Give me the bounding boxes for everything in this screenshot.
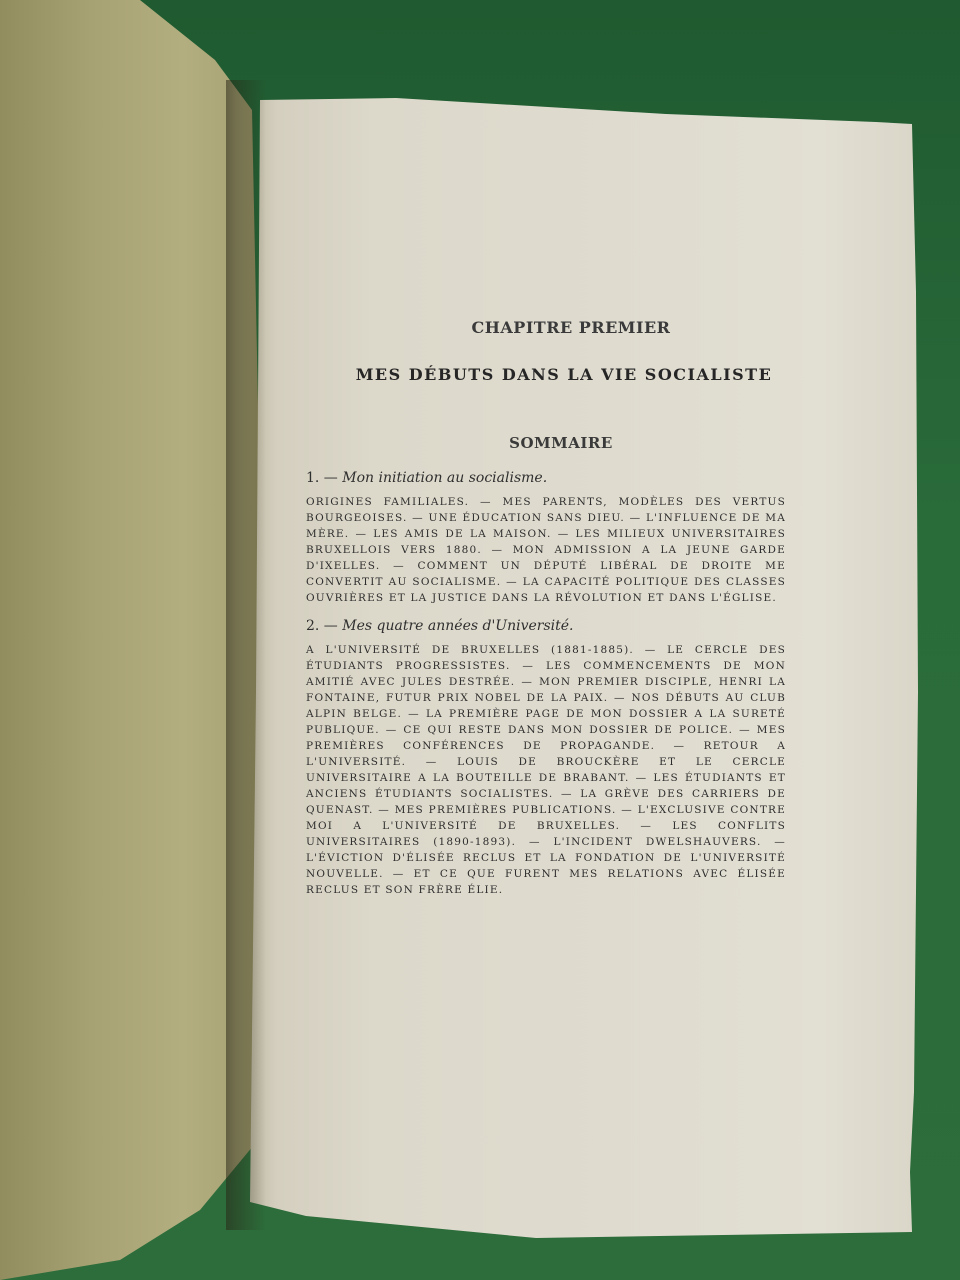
section-number: 2. — bbox=[306, 618, 338, 634]
summary-section-2 bbox=[306, 618, 786, 898]
section-title: Mes quatre années d'Université. bbox=[342, 618, 574, 634]
section-heading bbox=[306, 470, 786, 486]
section-number: 1. — bbox=[306, 470, 338, 486]
left-page bbox=[0, 0, 262, 1280]
chapter-label: CHAPITRE PREMIER bbox=[471, 318, 671, 337]
section-title: Mon initiation au socialisme. bbox=[342, 470, 548, 486]
section-body: ORIGINES FAMILIALES. — MES PARENTS, MODÈLES DES VERTUS BOURGEOISES. — UNE ÉDUCATION SANS DIEU. — L'INFLUENCE DE MA MÈRE. — LES AMIS DE LA MAISON. — LES MILIEUX UNIVERSITAIRES BRUXELLOIS VERS 1880. — MON ADMISSION A LA JEUNE GARDE D'IXELLES. — COMMENT UN DÉPUTÉ LIBÉRAL DE DROITE ME CONVERTIT AU SOCIALISME. — LA CAPACITÉ POLITIQUE DES CLASSES OUVRIÈRES ET LA JUSTICE DANS LA RÉVOLUTION ET DANS L'ÉGLISE. bbox=[306, 496, 786, 604]
summary-heading: SOMMAIRE bbox=[509, 434, 613, 452]
page-content bbox=[306, 318, 786, 898]
section-heading bbox=[306, 618, 786, 634]
section-body: A L'UNIVERSITÉ DE BRUXELLES (1881-1885). — LE CERCLE DES ÉTUDIANTS PROGRESSISTES. — LES COMMENCEMENTS DE MON AMITIÉ AVEC JULES DESTRÉE. — MON PREMIER DISCIPLE, HENRI LA FONTAINE, FUTUR PRIX NOBEL DE LA PAIX. — NOS DÉBUTS AU CLUB ALPIN BELGE. — LA PREMIÈRE PAGE DE MON DOSSIER A LA SURETÉ PUBLIQUE. — CE QUI RESTE DANS MON DOSSIER DE POLICE. — MES PREMIÈRES CONFÉRENCES DE PROPAGANDE. — RETOUR A L'UNIVERSITÉ. — LOUIS DE BROUCKÈRE ET LE CERCLE UNIVERSITAIRE A LA BOUTEILLE DE BRABANT. — LES ÉTUDIANTS ET ANCIENS ÉTUDIANTS SOCIALISTES. — LA GRÈVE DES CARRIERS DE QUENAST. — MES PREMIÈRES PUBLICATIONS. — L'EXCLUSIVE CONTRE MOI A L'UNIVERSITÉ DE BRUXELLES. — LES CONFLITS UNIVERSITAIRES (1890-1893). — L'INCIDENT DWELSHAUVERS. — L'ÉVICTION D'ÉLISÉE RECLUS ET LA FONDATION DE L'UNIVERSITÉ NOUVELLE. — ET CE QUE FURENT MES RELATIONS AVEC ÉLISÉE RECLUS ET SON FRÈRE ÉLIE. bbox=[306, 644, 786, 896]
summary-section-1 bbox=[306, 470, 786, 606]
chapter-title: MES DÉBUTS DANS LA VIE SOCIALISTE bbox=[355, 365, 773, 384]
book-gutter bbox=[226, 80, 266, 1230]
